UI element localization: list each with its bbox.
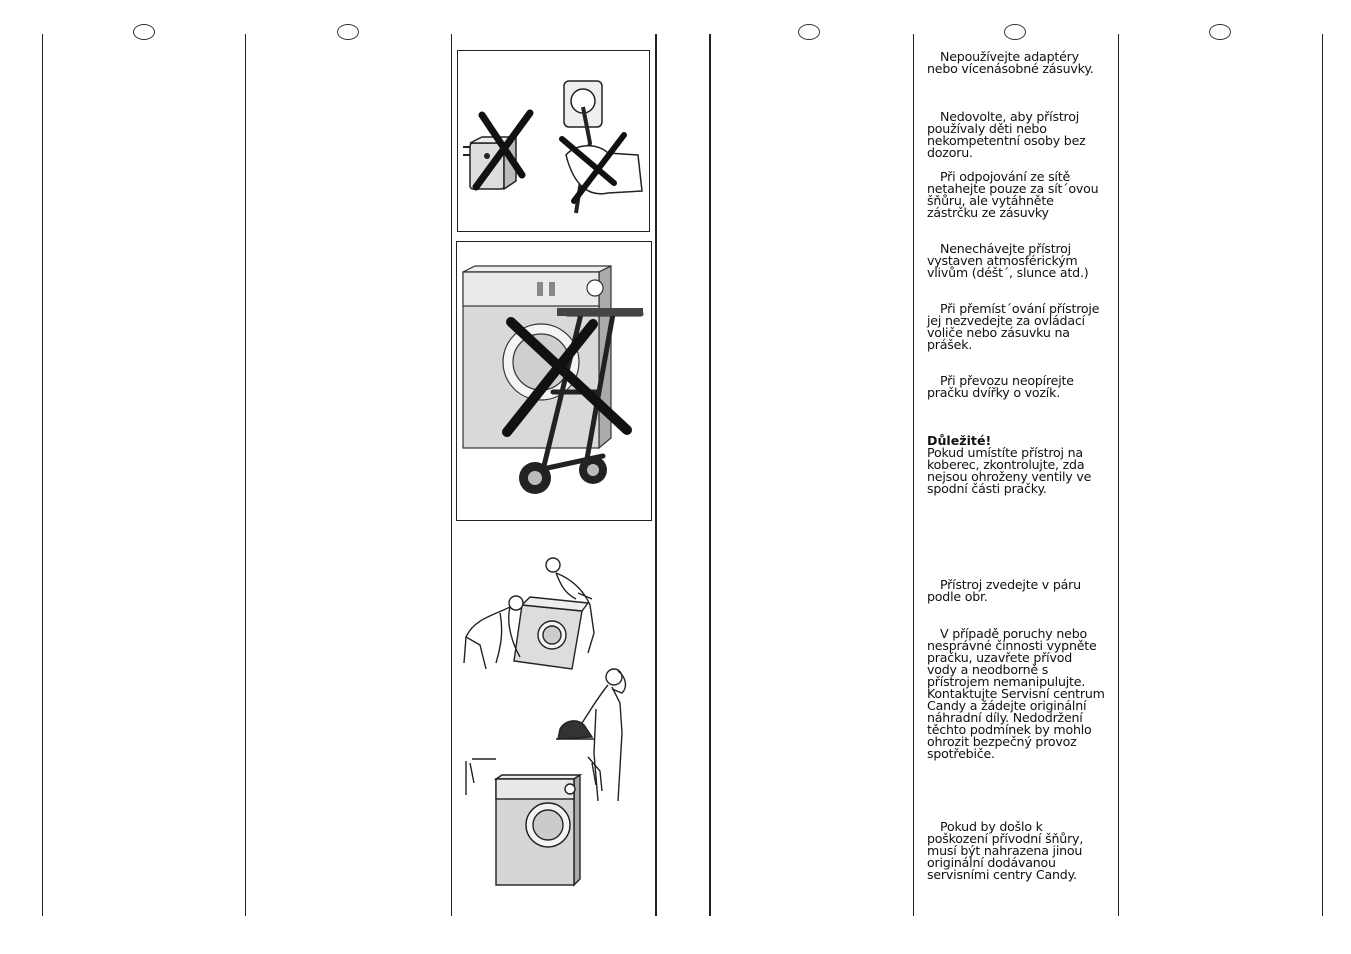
language-marker bbox=[1004, 24, 1026, 40]
warning-power-cord: Pokud by došlo k poškození přívodní šňůry, musí být nahrazena jinou originální dodávanou servisními centry Candy. bbox=[927, 819, 1084, 882]
important-heading: Důležité! bbox=[927, 433, 992, 448]
adapter-plug-crossed-icon bbox=[458, 51, 649, 231]
column-divider bbox=[42, 34, 43, 916]
warning-unplug: Při odpojování ze sítě netahejte pouze za sít´ovou šňůru, ale vytáhněte zástrčku ze zásuvky bbox=[927, 169, 1099, 220]
page-divider bbox=[709, 34, 711, 916]
adapter-cord-panel bbox=[457, 50, 650, 232]
column-divider bbox=[1118, 34, 1119, 916]
warning-children: Nedovolte, aby přístroj používaly děti nebo nekompetentní osoby bez dozoru. bbox=[927, 109, 1086, 160]
page-divider bbox=[655, 34, 657, 916]
language-marker bbox=[1209, 24, 1231, 40]
warning-transport: Při převozu neopírejte pračku dvířky o vozík. bbox=[927, 373, 1074, 400]
column-divider bbox=[1322, 34, 1323, 916]
column-divider bbox=[245, 34, 246, 916]
column-divider bbox=[451, 34, 452, 916]
warning-adapters: Nepoužívejte adaptéry nebo vícenásobné zásuvky. bbox=[927, 49, 1094, 76]
language-marker bbox=[798, 24, 820, 40]
service-call-icon bbox=[462, 663, 642, 889]
warning-lift-pair: Přístroj zvedejte v páru podle obr. bbox=[927, 577, 1081, 604]
two-people-lifting-icon bbox=[460, 553, 605, 673]
warning-moving: Při přemíst´ování přístroje jej nezvedejte za ovládací voliče nebo zásuvku na prášek. bbox=[927, 301, 1100, 352]
language-marker bbox=[337, 24, 359, 40]
important-body: Pokud umístíte přístroj na koberec, zkontrolujte, zda nejsou ohroženy ventily ve spodní části pračky. bbox=[927, 445, 1092, 496]
warning-weather: Nenechávejte přístroj vystaven atmosférickým vlivům (déšt´, slunce atd.) bbox=[927, 241, 1089, 280]
trolley-panel bbox=[456, 241, 652, 521]
column-divider bbox=[913, 34, 914, 916]
language-marker bbox=[133, 24, 155, 40]
warning-malfunction: V případě poruchy nebo nesprávné činnosti vypněte pračku, uzavřete přívod vody a neodborně s přístrojem nemanipulujte. Kontaktujte Servisní centrum Candy a žádejte originální náhradní díly. Nedodržení těchto podmínek by mohlo ohrozit bezpečný provoz spotřebiče. bbox=[927, 626, 1105, 761]
washer-trolley-crossed-icon bbox=[457, 242, 651, 520]
